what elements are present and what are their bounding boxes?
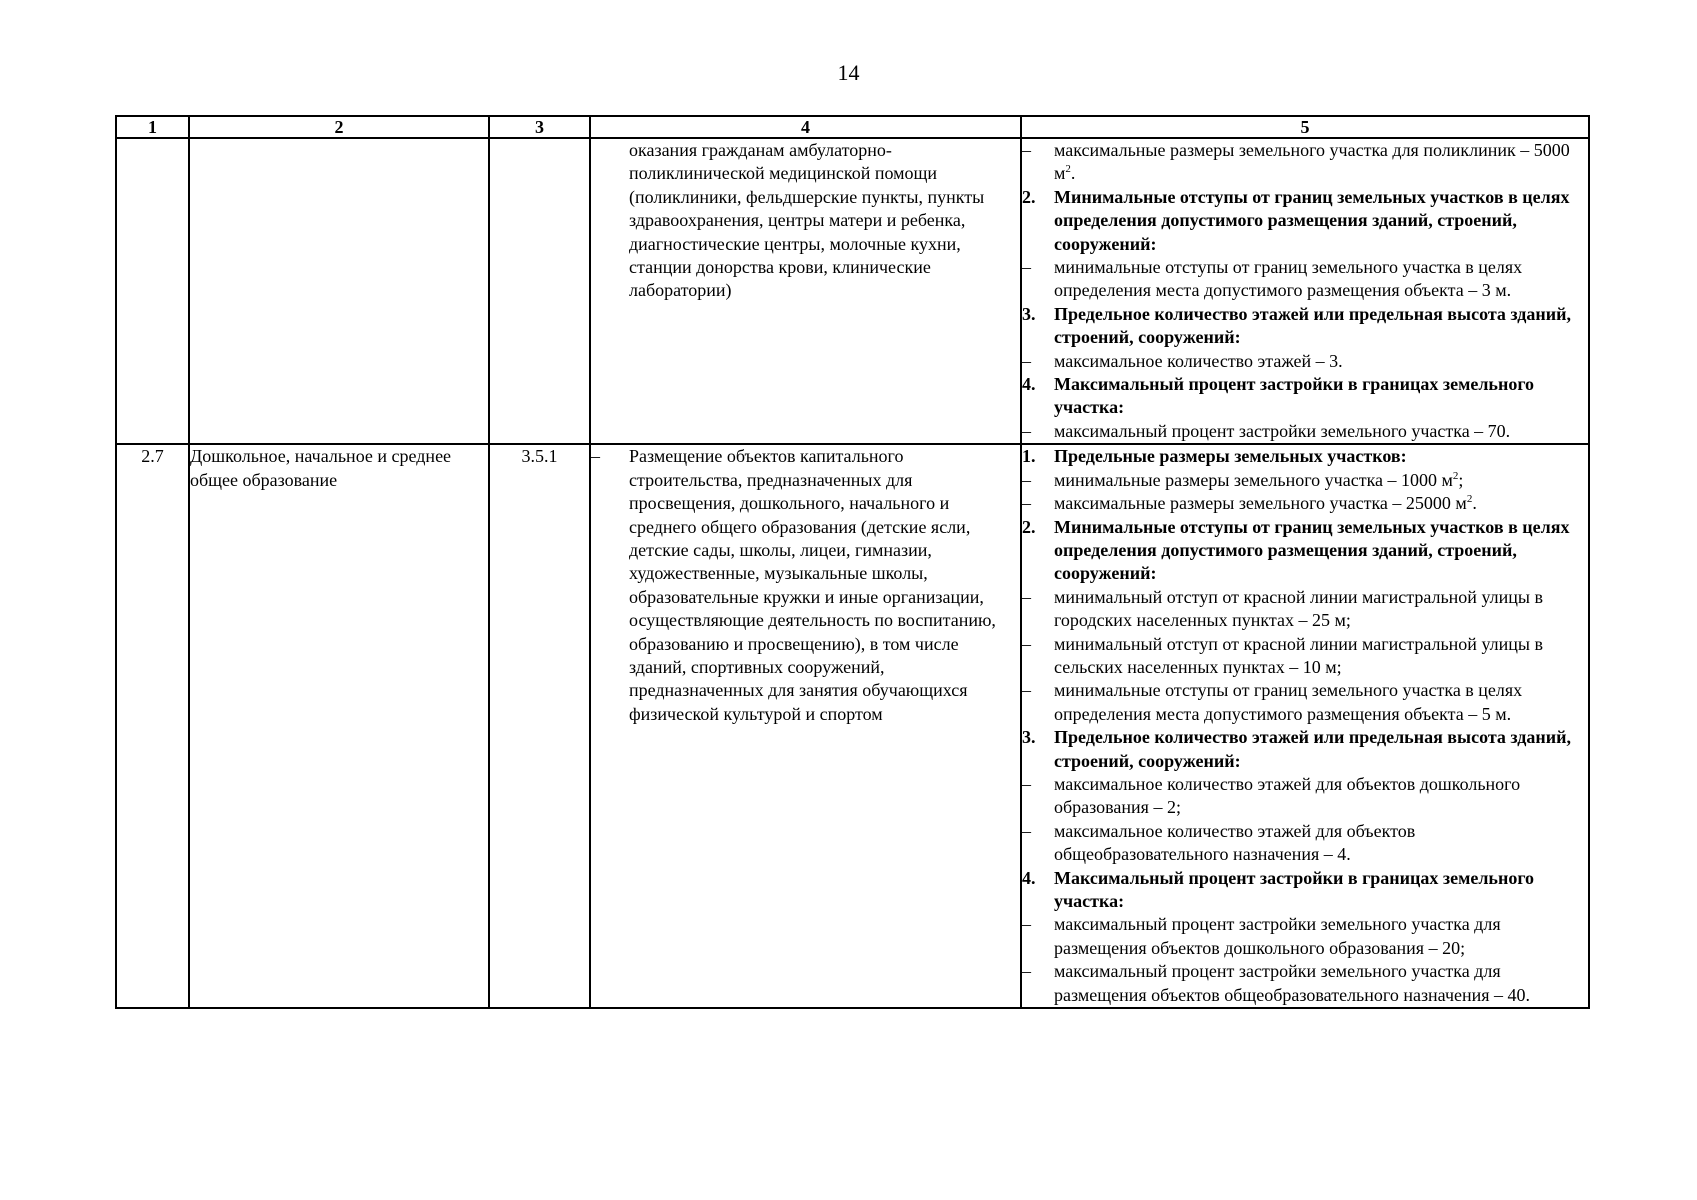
dash-marker: – [1022,680,1031,701]
parameter-heading [1022,867,1588,914]
dash-marker: – [1022,140,1031,160]
parameter-text-tail: ; [1458,469,1464,490]
parameter-text-main: Максимальный процент застройки в границах земельного участка: [1054,374,1535,418]
parameter-item [1022,586,1588,633]
parameter-text-main: максимальное количество этажей для объектов общеобразовательного назначения – 4. [1054,820,1416,865]
parameters-list [1022,445,1588,1007]
parameter-item [1022,960,1588,1007]
parameter-text [1054,960,1588,1007]
column-header-3: 3 [489,116,590,138]
table-row [116,444,1589,1008]
dash-marker: – [1022,914,1031,935]
page-number: 14 [837,60,860,85]
description-text: Размещение объектов капитального строительства, предназначенных для просвещения, дошкольного, начального и среднего общего образования (детские ясли, детские сады, школы, лицеи, гимназии, художественные, музыкальные школы, образовательные кружки и иные организации, осуществляющие деятельность по воспитанию, образованию и просвещению), в том числе зданий, спортивных сооружений, предназначенных для занятия обучающихся физической культурой и спортом [629,446,996,724]
parameters-list [1022,139,1588,443]
parameter-text [1054,867,1588,914]
dash-marker: – [591,446,600,467]
parameter-text [1054,679,1588,726]
parameter-text-main: максимальное количество этажей – 3. [1054,350,1343,371]
parameter-text-tail: . [1472,493,1477,514]
parameter-item [1022,420,1588,443]
parameter-item [1022,633,1588,680]
parameter-text [1054,139,1588,186]
table-row [116,138,1589,444]
parameter-heading [1022,726,1588,773]
parameter-item [1022,139,1588,186]
superscript: 2 [1065,163,1071,176]
zoning-table [115,115,1590,1009]
cell-code: 2.7 [116,444,189,1008]
parameter-text [1054,726,1588,773]
parameter-text [1054,350,1588,373]
parameter-text-main: Минимальные отступы от границ земельных участков в целях определения допустимого размещения зданий, строений, сооружений: [1054,516,1570,584]
parameter-text [1054,492,1588,515]
number-marker: 2. [1022,516,1036,537]
parameter-text [1054,469,1588,492]
parameter-heading [1022,303,1588,350]
parameter-heading [1022,186,1588,256]
parameter-item [1022,913,1588,960]
dash-marker: – [1022,350,1031,371]
column-header-1: 1 [116,116,189,138]
number-marker: 4. [1022,867,1036,888]
dash-marker: – [1022,493,1031,514]
parameter-text-main: максимальные размеры земельного участка – 25000 м [1054,493,1467,514]
cell-use-name [189,138,489,444]
parameter-text [1054,373,1588,420]
dash-marker: – [1022,773,1031,794]
parameter-text [1054,256,1588,303]
number-marker: 3. [1022,303,1036,324]
number-marker: 4. [1022,374,1036,395]
dash-marker: – [1022,961,1031,982]
parameter-text-main: Предельное количество этажей или предельная высота зданий, строений, сооружений: [1054,303,1572,348]
number-marker: 2. [1022,186,1036,207]
parameter-text [1054,913,1588,960]
cell-parameters [1021,444,1589,1008]
parameter-text-main: максимальный процент застройки земельного участка для размещения объектов общеобразовательного назначения – 40. [1054,961,1531,1005]
parameter-text [1054,445,1588,468]
parameter-text [1054,420,1588,443]
cell-description [590,138,1021,444]
superscript: 2 [1466,493,1473,506]
parameter-text [1054,186,1588,256]
table-header-row [116,116,1589,138]
parameter-text-main: максимальные размеры земельного участка для поликлиник – 5000 м [1054,140,1570,184]
parameter-item [1022,820,1588,867]
column-header-5: 5 [1021,116,1589,138]
parameter-text [1054,516,1588,586]
cell-classifier-code [489,138,590,444]
parameter-text [1054,773,1588,820]
superscript: 2 [1452,469,1459,482]
parameter-text-tail: . [1070,163,1076,184]
parameter-text-main: Максимальный процент застройки в границах земельного участка: [1054,867,1535,911]
column-header-4: 4 [590,116,1021,138]
parameter-text-main: максимальное количество этажей для объектов дошкольного образования – 2; [1054,773,1521,818]
parameter-item [1022,492,1588,515]
parameter-text-main: минимальный отступ от красной линии магистральной улицы в городских населенных пунктах – 25 м; [1054,586,1543,631]
column-header-2: 2 [189,116,489,138]
description-item [591,445,1020,726]
parameter-text-main: минимальный отступ от красной линии магистральной улицы в сельских населенных пунктах – 10 м; [1054,633,1543,677]
parameter-text-main: Минимальные отступы от границ земельных участков в целях определения допустимого размещения зданий, строений, сооружений: [1054,186,1570,254]
parameter-item [1022,469,1588,492]
cell-parameters [1021,138,1589,444]
parameter-text [1054,586,1588,633]
parameter-text-main: минимальные отступы от границ земельного участка в целях определения места допустимого размещения объекта – 5 м. [1054,680,1523,724]
cell-code [116,138,189,444]
dash-marker: – [1022,420,1031,441]
dash-marker: – [1022,820,1031,841]
parameter-text-main: Предельное количество этажей или предельная высота зданий, строений, сооружений: [1054,727,1572,771]
parameter-item [1022,773,1588,820]
parameter-text [1054,633,1588,680]
parameter-item [1022,679,1588,726]
parameter-text-main: максимальный процент застройки земельного участка – 70. [1054,420,1511,441]
parameter-text [1054,820,1588,867]
parameter-item [1022,350,1588,373]
parameter-text-main: максимальный процент застройки земельного участка для размещения объектов дошкольного образования – 20; [1054,914,1501,958]
number-marker: 1. [1022,446,1036,467]
dash-marker: – [1022,586,1031,607]
parameter-text [1054,303,1588,350]
description-text: оказания гражданам амбулаторно-поликлинической медицинской помощи (поликлиники, фельдшерские пункты, пункты здравоохранения, центры матери и ребенка, диагностические центры, молочные кухни, станции донорства крови, клинические лаборатории) [629,140,985,301]
parameter-text-main: минимальные отступы от границ земельного участка в целях определения места допустимого размещения объекта – 3 м. [1054,257,1523,301]
number-marker: 3. [1022,727,1036,748]
dash-marker: – [1022,633,1031,654]
parameter-heading [1022,373,1588,420]
parameter-text-main: Предельные размеры земельных участков: [1054,446,1407,467]
cell-description [590,444,1021,1008]
parameter-text-main: минимальные размеры земельного участка – 1000 м [1054,469,1453,490]
dash-marker: – [1022,257,1031,278]
cell-classifier-code: 3.5.1 [489,444,590,1008]
dash-marker: – [1022,469,1031,490]
cell-use-name: Дошкольное, начальное и среднее общее образование [189,444,489,1008]
parameter-heading [1022,516,1588,586]
parameter-heading [1022,445,1588,468]
parameter-item [1022,256,1588,303]
